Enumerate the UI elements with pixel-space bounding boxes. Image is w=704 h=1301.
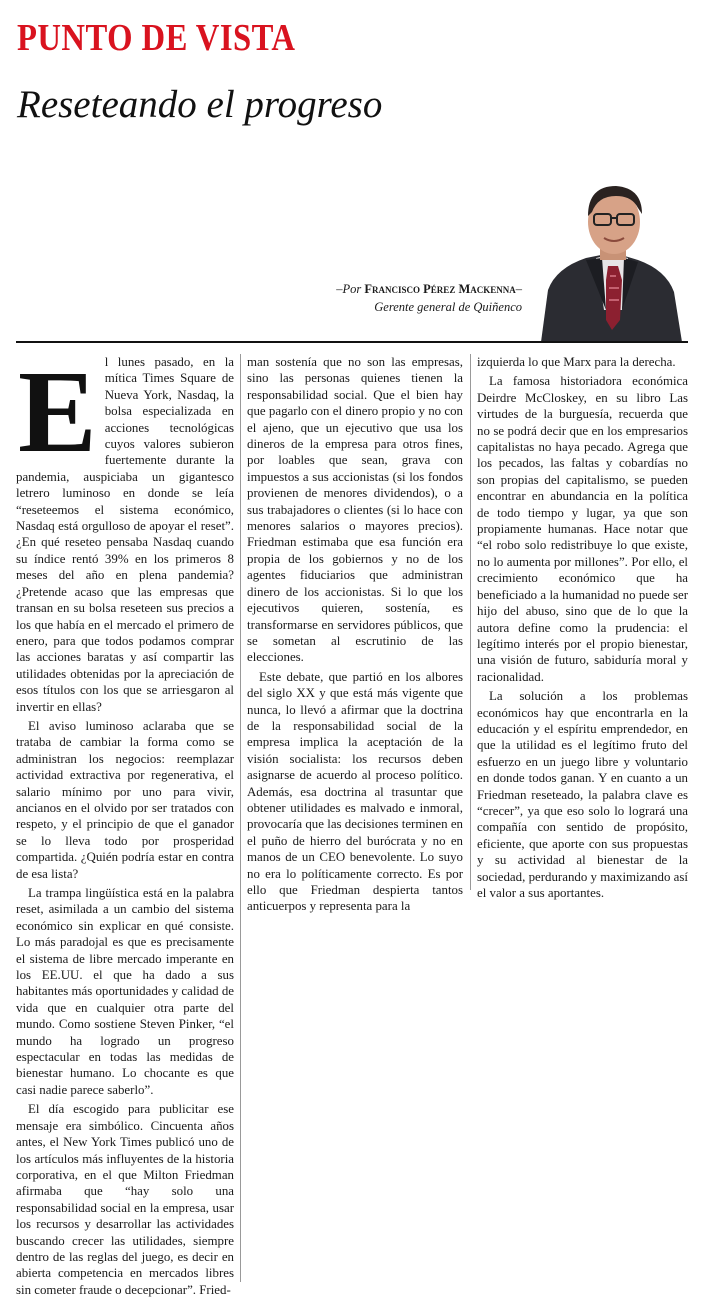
author-name: Francisco Pérez Mackenna [364,282,516,296]
paragraph [16,346,234,715]
paragraph: La solución a los problemas económicos hay que encontrarla en la educación y el espíritu emprendedor, en que la utilidad es el legítimo fruto del esfuerzo en un juego libre y voluntario en donde todos ganan. Y en cuanto a un Friedman reseteado, la palabra clave es “crecer”, ya que eso solo lo logrará una compañía con sentido de propósito, eficiente, que aporte con sus propuestas y su actividad al bienestar de la sociedad, perdurando y maximizando así el valor a sus aportantes. [477,689,688,900]
byline-suffix: – [515,282,522,296]
paragraph: La trampa lingüística está en la palabra reset, asimilada a un cambio del sistema económico sin explicar en qué consiste. Lo más paradojal es que es precisamente el sistema de libre mercado imperante en los EE.UU. el que ha dado a sus habitantes más oportunidades y calidad de vida que en cualquier otra parte del mundo. Como sostiene Steven Pinker, “el mundo ha logrado un progreso espectacular en todas las medidas de bienestar humano. Lo chocante es que casi nadie parece saberlo”. [16,886,235,1097]
paragraph: Este debate, que partió en los albores del siglo XX y que está más vigente que nunca, lo llevó a afirmar que la doctrina de la responsabilidad social de la empresa implica la aceptación de la visión socialista: los recursos deben asignarse de acuerdo al proceso político. Además, esa doctrina al trasuntar que obtener utilidades es malvado e inmoral, provocaría que las decisiones terminen en el puño de hierro del burócrata y no en manos de un CEO benevolente. Lo suyo no era lo políticamente correcto. Es por ello que Friedman despierta tantos anticuerpos y representa para la [247,669,463,914]
article-column-2 [247,354,463,918]
paragraph: El día escogido para publicitar ese mensaje era simbólico. Cincuenta años antes, el New York Times publicó uno de los artículos más influyentes de la historia corporativa, en el que Milton Friedman afirmaba que “hay solo una responsabilidad social en la empresa, usar los recursos y desarrollar las actividades buscando crecer las utilidades, siempre dentro de las reglas del juego, es decir en abierta competencia en mercados libres sin cometer fraude o decepcionar”. Fried- [16,1102,234,1297]
section-title: PUNTO DE VISTA [17,17,296,59]
paragraph: El aviso luminoso aclaraba que se trataba de cambiar la forma como se administran los negocios: reemplazar actividad extractiva por regenerativa, el salario mínimo por uno para vivir, ancianos en el olvido por ser tratados con respeto, y el principio de que el ganador se lo lleva todo por prosperidad compartida. ¿Quién podría estar en contra de esa lista? [16,718,234,881]
column-divider [240,354,241,1282]
paragraph-text: l lunes pasado, en la mítica Times Square de Nueva York, Nasdaq, la bolsa especializada en acciones tecnológicas cuyos valores subieron fuertemente durante la pandemia, auspiciaba un gigantesco letrero luminoso en donde se leía “reseteemos el sistema económico, Nasdaq está orgulloso de apoyar el reset”. ¿En qué reseteo pensaba Nasdaq cuando su índice rentó 39% en los primeros 8 meses del año en plena pandemia? ¿Pretende acaso que las empresas que transan en su bolsa reseteen sus precios a los que había en el mercado el primero de enero, para que todos podamos comprar las acciones baratas y así compartir las utilidades obtenidas por la apreciación de esos títulos con los que se arriesgaron al invertir en ellas? [16,355,234,714]
header-rule [16,341,688,343]
dropcap: E [18,346,97,477]
author-photo [536,180,686,342]
article-column-3 [477,354,688,904]
paragraph: man sostenía que no son las empresas, sino las personas quienes tienen la responsabilidad social. Que el bien hay que pagarlo con el dinero propio y no con el ajeno, que un ejecutivo que usa los dineros de la empresa para otros fines, por loables que sean, grava con impuestos a sus accionistas (si los fondos provienen de menores dividendos), o a sus trabajadores o clientes (si lo hace con menores salarios o mayores precios). Friedman estimaba que esa función era propia de los gobiernos y no de los agentes fiduciarios que administran dinero de los accionistas. Si lo que los ejecutivos quieren, sostenía, es transformarse en servidores públicos, que se sometan al escrutinio de las elecciones. [247,355,463,665]
author-role: Gerente general de Quiñenco [374,300,522,314]
article-column-1 [16,346,235,1301]
headline: Reseteando el progreso [17,83,383,126]
byline [336,280,522,316]
paragraph: La famosa historiadora económica Deirdre McCloskey, en su libro Las virtudes de la burguesía, recuerda que no se podrá decir que en los empresarios capitalistas no haya pecado. Agrega que los pecados, las faltas y cobardías no son propias del capitalismo, se pueden encontrar en abundancia en la política de todo tiempo y lugar, ya que son propiamente humanas. Hace notar que “el robo solo redistribuye lo que existe, no lo aumenta por millones”. Por ello, el crecimiento económico que ha beneficiado a la humanidad no puede ser hijo del abuso, sino que de lo que la autora define como la prudencia: el legítimo interés por el propio bienestar, una visión de futuro, sabiduría moral y racionalidad. [477,374,688,684]
paragraph: izquierda lo que Marx para la derecha. [477,355,676,369]
column-divider [470,354,471,890]
byline-prefix: –Por [336,282,365,296]
